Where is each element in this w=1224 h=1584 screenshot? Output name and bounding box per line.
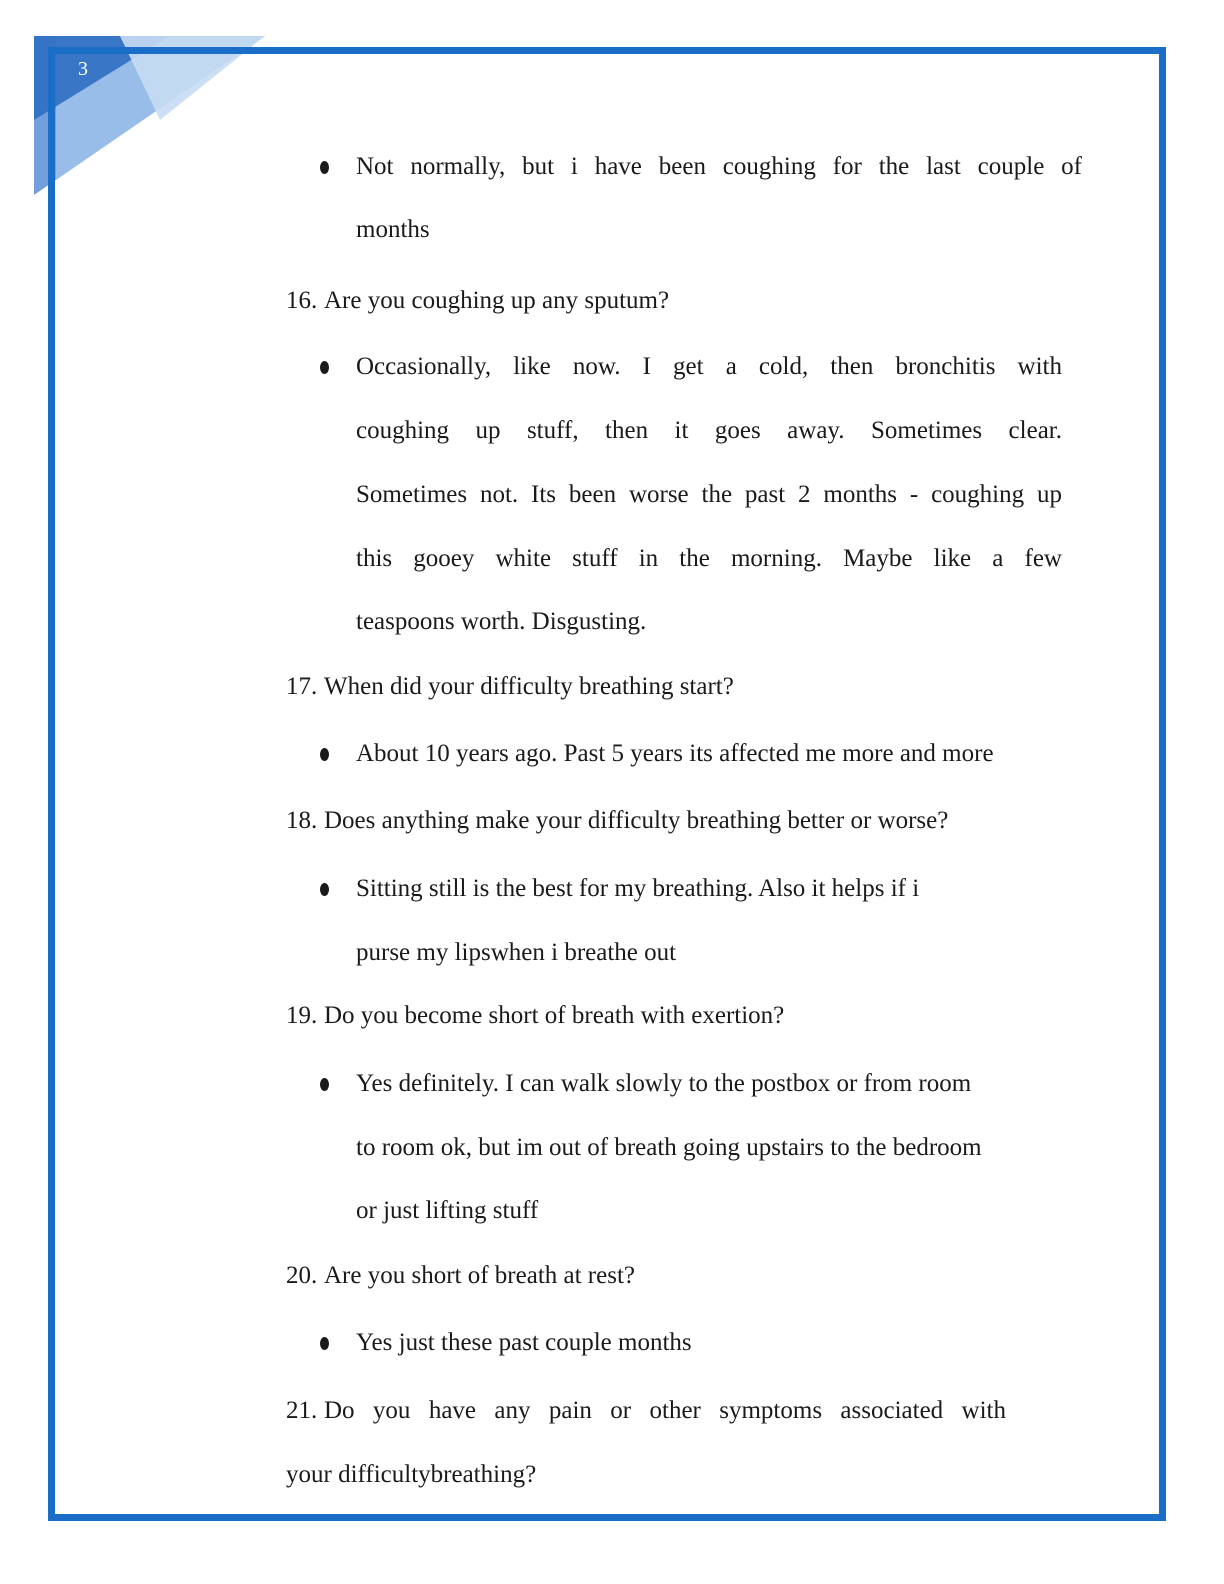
bullet-icon: [320, 1337, 329, 1350]
answer-line: Yes definitely. I can walk slowly to the postbox or from room: [356, 1070, 972, 1097]
question-18: 18. Does anything make your difficulty breathing better or worse?: [286, 807, 949, 834]
bullet-icon: [320, 361, 329, 374]
answer-line: Not normally, but i have been coughing for the last couple of: [356, 153, 1082, 180]
page-number: 3: [78, 58, 88, 80]
answer-line: About 10 years ago. Past 5 years its affected me more and more: [356, 740, 994, 767]
question-21: 21. Do you have any pain or other symptoms associated with: [286, 1397, 1006, 1424]
question-19: 19. Do you become short of breath with exertion?: [286, 1002, 785, 1029]
answer-line: Sitting still is the best for my breathing. Also it helps if i: [356, 875, 920, 902]
answer-line: Sometimes not. Its been worse the past 2 months - coughing up: [356, 481, 1062, 508]
question-20: 20. Are you short of breath at rest?: [286, 1262, 635, 1289]
question-16: 16. Are you coughing up any sputum?: [286, 287, 670, 314]
answer-line: or just lifting stuff: [356, 1197, 539, 1224]
question-21-continued: your difficultybreathing?: [286, 1461, 537, 1488]
answer-line: teaspoons worth. Disgusting.: [356, 608, 647, 635]
bullet-icon: [320, 883, 329, 896]
bullet-icon: [320, 1078, 329, 1091]
question-17: 17. When did your difficulty breathing start?: [286, 673, 734, 700]
answer-line: months: [356, 216, 430, 243]
bullet-icon: [320, 161, 329, 174]
answer-line: purse my lipswhen i breathe out: [356, 939, 677, 966]
answer-line: Yes just these past couple months: [356, 1329, 692, 1356]
answer-line: this gooey white stuff in the morning. Maybe like a few: [356, 545, 1062, 572]
answer-line: to room ok, but im out of breath going upstairs to the bedroom: [356, 1134, 982, 1161]
answer-line: coughing up stuff, then it goes away. Sometimes clear.: [356, 417, 1062, 444]
answer-line: Occasionally, like now. I get a cold, then bronchitis with: [356, 353, 1062, 380]
bullet-icon: [320, 748, 329, 761]
